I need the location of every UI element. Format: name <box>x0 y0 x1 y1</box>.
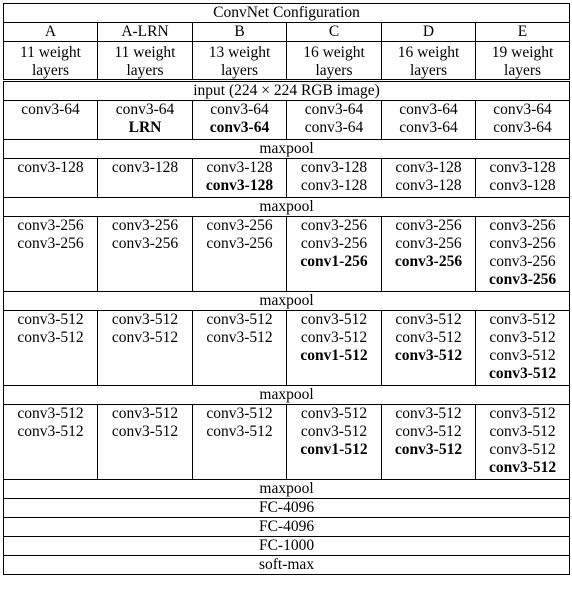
column-subheader <box>98 42 193 81</box>
layer-entry: conv3-512 <box>300 329 368 346</box>
tail-layer-label: FC-4096 <box>4 518 570 537</box>
subheader-line: 13 weight <box>208 44 271 61</box>
layer-cell <box>98 101 193 140</box>
layer-entry: conv3-256 <box>206 217 273 234</box>
layer-entry: conv3-256 <box>300 217 368 234</box>
layer-entry: conv3-64 <box>399 101 458 118</box>
layer-entry: conv3-128 <box>17 159 84 176</box>
tail-layer-label: FC-4096 <box>4 499 570 518</box>
maxpool-label: maxpool <box>4 292 570 311</box>
column-header: E <box>476 23 570 42</box>
subheader-line: 16 weight <box>303 44 365 61</box>
tail-layer-row <box>4 556 570 575</box>
layer-entry: conv3-512 <box>489 329 556 346</box>
added-layer: conv3-512 <box>394 441 463 458</box>
layer-entry: conv3-512 <box>300 423 368 440</box>
conv-block-row <box>4 101 570 140</box>
added-layer: conv3-128 <box>205 177 274 194</box>
layer-entry: conv3-64 <box>21 101 80 118</box>
layer-cell <box>4 405 98 480</box>
layer-entry: conv3-128 <box>300 177 368 194</box>
conv-block-row <box>4 405 570 480</box>
layer-entry: conv3-512 <box>111 311 179 328</box>
layer-entry: conv3-512 <box>489 405 556 422</box>
column-subheader-row <box>4 42 570 81</box>
maxpool-row <box>4 386 570 405</box>
column-subheader <box>193 42 287 81</box>
layer-entry: conv3-64 <box>210 101 269 118</box>
layer-entry: conv3-64 <box>304 119 364 136</box>
layer-entry: conv3-512 <box>111 423 179 440</box>
layer-entry: conv3-256 <box>489 253 556 270</box>
subheader-line: layers <box>220 62 258 79</box>
maxpool-row <box>4 480 570 499</box>
layer-entry: conv3-512 <box>395 329 462 346</box>
maxpool-row <box>4 198 570 217</box>
layer-entry: conv3-256 <box>17 235 84 252</box>
column-header: A <box>4 23 98 42</box>
column-subheader <box>382 42 476 81</box>
maxpool-row <box>4 140 570 159</box>
layer-entry: conv3-512 <box>206 423 273 440</box>
layer-entry: conv3-512 <box>489 441 556 458</box>
layer-cell <box>476 101 570 140</box>
subheader-line: 19 weight <box>491 44 554 61</box>
layer-entry: conv3-512 <box>206 311 273 328</box>
layer-entry: conv3-128 <box>489 159 556 176</box>
layer-cell <box>98 159 193 198</box>
layer-entry: conv3-256 <box>395 235 462 252</box>
layer-cell <box>382 217 476 292</box>
added-layer: conv1-256 <box>300 253 368 270</box>
layer-cell <box>4 311 98 386</box>
layer-entry: conv3-64 <box>493 119 552 136</box>
layer-entry: conv3-512 <box>489 347 556 364</box>
layer-cell <box>98 405 193 480</box>
maxpool-label: maxpool <box>4 386 570 405</box>
layer-cell <box>287 405 382 480</box>
added-layer: conv3-512 <box>488 365 557 382</box>
layer-entry: conv3-512 <box>17 311 84 328</box>
layer-entry: conv3-256 <box>395 217 462 234</box>
title-row <box>4 4 570 23</box>
maxpool-row <box>4 292 570 311</box>
layer-cell <box>193 311 287 386</box>
layer-entry: conv3-512 <box>300 311 368 328</box>
maxpool-label: maxpool <box>4 480 570 499</box>
subheader-line: 11 weight <box>20 44 81 61</box>
layer-entry: conv3-128 <box>206 159 273 176</box>
layer-cell <box>193 217 287 292</box>
table-title: ConvNet Configuration <box>4 4 570 23</box>
convnet-config-table-container <box>3 3 569 575</box>
layer-cell <box>98 217 193 292</box>
layer-cell <box>193 101 287 140</box>
layer-cell <box>476 311 570 386</box>
layer-cell <box>382 101 476 140</box>
layer-entry: conv3-128 <box>300 159 368 176</box>
subheader-line: layers <box>315 62 353 79</box>
layer-entry: conv3-64 <box>493 101 552 118</box>
column-header: D <box>382 23 476 42</box>
layer-cell <box>287 159 382 198</box>
layer-entry: conv3-256 <box>111 217 179 234</box>
table-body <box>4 4 570 575</box>
added-layer: conv3-512 <box>488 459 557 476</box>
layer-entry: conv3-512 <box>395 311 462 328</box>
input-label: input (224 × 224 RGB image) <box>4 81 570 101</box>
tail-layer-row <box>4 499 570 518</box>
column-name-row <box>4 23 570 42</box>
layer-cell <box>193 405 287 480</box>
layer-cell <box>287 101 382 140</box>
layer-cell <box>287 311 382 386</box>
tail-layer-label: FC-1000 <box>4 537 570 556</box>
layer-cell <box>476 159 570 198</box>
tail-layer-row <box>4 518 570 537</box>
conv-block-row <box>4 217 570 292</box>
added-layer: conv3-256 <box>488 271 557 288</box>
tail-layer-row <box>4 537 570 556</box>
maxpool-label: maxpool <box>4 140 570 159</box>
added-layer: conv1-512 <box>300 441 368 458</box>
layer-entry: conv3-64 <box>115 101 175 118</box>
layer-entry: conv3-256 <box>489 235 556 252</box>
layer-entry: conv3-256 <box>111 235 179 252</box>
column-subheader <box>476 42 570 81</box>
layer-entry: conv3-256 <box>206 235 273 252</box>
layer-entry: conv3-512 <box>206 405 273 422</box>
subheader-line: layers <box>126 62 164 79</box>
layer-entry: conv3-128 <box>395 159 462 176</box>
layer-entry: conv3-512 <box>489 311 556 328</box>
subheader-line: 16 weight <box>397 44 460 61</box>
column-header: B <box>193 23 287 42</box>
layer-cell <box>4 217 98 292</box>
layer-entry: conv3-128 <box>111 159 179 176</box>
layer-entry: conv3-512 <box>395 405 462 422</box>
layer-entry: conv3-512 <box>395 423 462 440</box>
column-header: C <box>287 23 382 42</box>
added-layer: conv3-512 <box>394 347 463 364</box>
layer-cell <box>4 159 98 198</box>
column-header: A-LRN <box>98 23 193 42</box>
layer-cell <box>476 405 570 480</box>
tail-layer-label: soft-max <box>4 556 570 575</box>
layer-cell <box>382 405 476 480</box>
layer-entry: conv3-128 <box>395 177 462 194</box>
layer-entry: conv3-512 <box>17 329 84 346</box>
maxpool-label: maxpool <box>4 198 570 217</box>
layer-cell <box>382 311 476 386</box>
layer-entry: conv3-128 <box>489 177 556 194</box>
added-layer: conv1-512 <box>300 347 368 364</box>
subheader-line: layers <box>31 62 69 79</box>
added-layer: conv3-256 <box>394 253 463 270</box>
layer-entry: conv3-512 <box>111 329 179 346</box>
layer-entry: conv3-512 <box>206 329 273 346</box>
layer-entry: conv3-512 <box>17 423 84 440</box>
layer-entry: conv3-512 <box>300 405 368 422</box>
subheader-line: 11 weight <box>114 44 176 61</box>
layer-entry: conv3-512 <box>111 405 179 422</box>
layer-entry: conv3-64 <box>399 119 458 136</box>
conv-block-row <box>4 159 570 198</box>
layer-entry: conv3-256 <box>17 217 84 234</box>
layer-cell <box>193 159 287 198</box>
layer-cell <box>98 311 193 386</box>
layer-entry: conv3-256 <box>300 235 368 252</box>
conv-block-row <box>4 311 570 386</box>
layer-cell <box>476 217 570 292</box>
added-layer: LRN <box>128 119 162 136</box>
added-layer: conv3-64 <box>209 119 270 136</box>
subheader-line: layers <box>504 62 542 79</box>
layer-cell <box>287 217 382 292</box>
layer-cell <box>382 159 476 198</box>
layer-entry: conv3-512 <box>489 423 556 440</box>
layer-entry: conv3-512 <box>17 405 84 422</box>
layer-entry: conv3-64 <box>304 101 364 118</box>
layer-cell <box>4 101 98 140</box>
input-row <box>4 81 570 101</box>
column-subheader <box>4 42 98 81</box>
layer-entry: conv3-256 <box>489 217 556 234</box>
subheader-line: layers <box>409 62 447 79</box>
convnet-config-table <box>3 3 570 575</box>
column-subheader <box>287 42 382 81</box>
